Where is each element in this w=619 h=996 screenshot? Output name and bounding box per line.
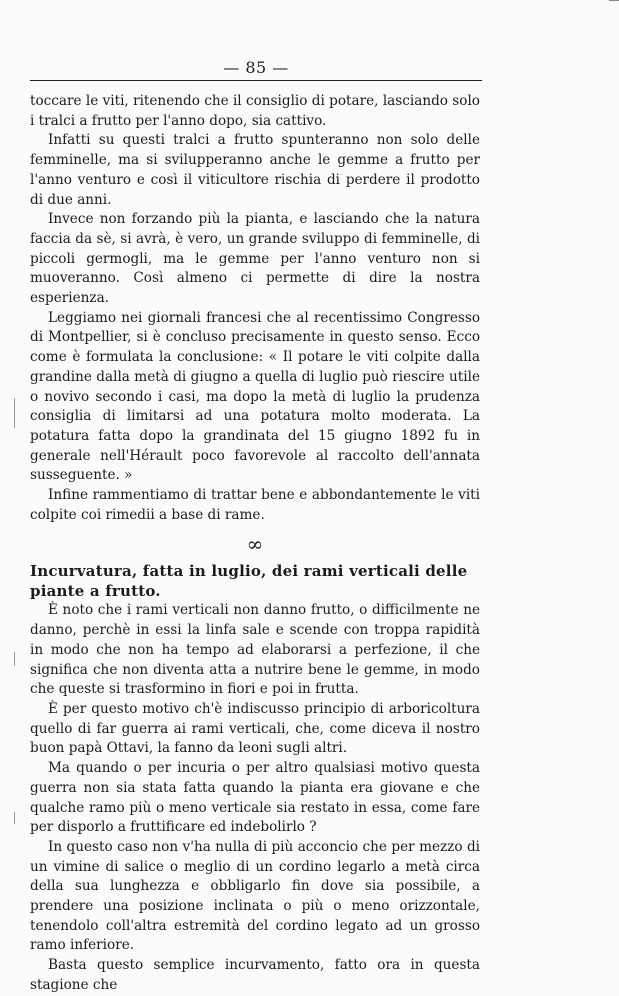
body-text <box>30 92 480 996</box>
paragraph: Infine rammentiamo di trattar bene e abbondantemente le viti colpite coi rimedii a base di rame. <box>30 487 480 523</box>
paragraph: In questo caso non v'ha nulla di più acconcio che per mezzo di un vimine di salice o meglio di un cordino legarlo a metà circa della sua lunghezza e obbligarlo fin dove sia possibile, a prendere una posizione inclinata o più o meno orizzontale, tenendolo coll'altra estremità del cordino legato ad un grosso ramo inferiore. <box>30 838 480 954</box>
scan-mark <box>14 398 15 428</box>
paragraph: È per questo motivo ch'è indiscusso principio di arboricoltura quello di far guerra ai rami verticali, che, come diceva il nostro buon papà Ottavi, la fanno da leoni sugli altri. <box>30 700 480 757</box>
paragraph: Infatti su questi tralci a frutto spunteranno non solo delle femminelle, ma si svilupperanno anche le gemme a frutto per l'anno venturo e così il viticultore rischia di perdere il prodotto di due anni. <box>30 132 480 208</box>
paragraph: toccare le viti, ritenendo che il consiglio di potare, lasciando solo i tralci a frutto per l'anno dopo, sia cattivo. <box>30 93 480 129</box>
paragraph: Invece non forzando più la pianta, e lasciando che la natura faccia da sè, si avrà, è vero, un grande sviluppo di femminelle, di piccoli germogli, ma le gemme per l'anno venturo non si muoveranno. Così almeno ci permette di dire la nostra esperienza. <box>30 211 480 307</box>
paragraph: Basta questo semplice incurvamento, fatto ora in questa stagione che <box>30 957 480 993</box>
section-divider-symbol: ∞ <box>246 532 264 557</box>
page-number: — 85 — <box>223 58 289 77</box>
section-title: Incurvatura, fatta in luglio, dei rami verticali delle piante a frutto. <box>30 562 468 601</box>
paragraph: Ma quando o per incuria o per altro qualsiasi motivo questa guerra non sia stata fatta quando la pianta era giovane e che qualche ramo più o meno verticale sia restato in essa, come fare per disporlo a fruttificare ed indebolirlo ? <box>30 760 480 836</box>
paragraph: Leggiamo nei giornali francesi che al recentissimo Congresso di Montpellier, si è concluso precisamente in questo senso. Ecco come è formulata la conclusione: « Il potare le viti colpite dalla grandine dalla metà di giugno a quella di luglio può riescire utile o novivo secondo i casi, ma dopo la metà di luglio la prudenza consiglia di limitarsi ad una potatura molto moderata. La potatura fatta dopo la grandinata del 15 giugno 1892 fu in generale nell'Hérault poco favorevole al raccolto dell'annata susseguente. » <box>30 309 480 484</box>
paragraph: È noto che i rami verticali non danno frutto, o difficilmente ne danno, perchè in essi la linfa sale e scende con troppa rapidità in modo che non ha tempo ad elaborarsi a perfezione, il che significa che non diventa atta a nutrire bene le gemme, in modo che queste si trasformino in fiori e poi in frutta. <box>30 602 480 698</box>
header-rule <box>30 80 482 81</box>
scan-mark <box>14 652 15 666</box>
scan-mark <box>14 812 15 824</box>
page-header <box>30 58 482 84</box>
scan-edge-mark <box>609 0 619 7</box>
